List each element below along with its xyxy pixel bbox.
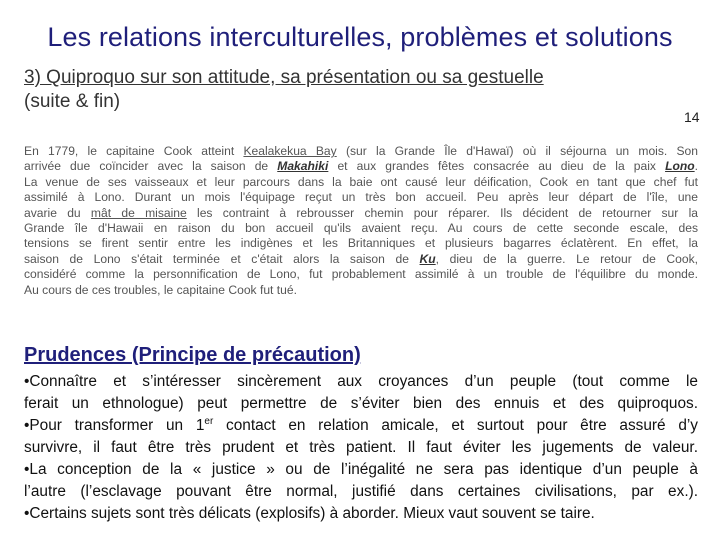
subtitle-line-1: 3) Quiproquo sur son attitude, sa présentation ou sa gestuelle (24, 67, 544, 88)
bullet-line (24, 415, 698, 437)
text-fragment: les contraint à rebrousser chemin pour réparer. Ils décident de retourner sur la (186, 205, 698, 220)
paragraph-line: assimilé à Lono. Durant un mois l'équipage reçut un très bon accueil. Peu après leur départ de l'île, une (24, 190, 698, 205)
term-makahiki: Makahiki (277, 159, 329, 174)
paragraph-line: considéré comme la personnification de Lono, fut probablement assimilé à un trouble de l'équilibre du monde. (24, 267, 698, 282)
bullet-line: l’autre (l’esclavage pouvant être normal, justifié dans certaines civilisations, par ex.). (24, 483, 698, 500)
paragraph-line: tensions se firent sentir entre les indigènes et les Britanniques et plusieurs bagarres éclatèrent. En effet, la (24, 236, 698, 251)
text-fragment: (sur la Grande Île d'Hawaï) où il séjourna un mois. Son (336, 144, 699, 158)
text-fragment: saison de Lono s'était terminée et c'était alors la saison de (24, 251, 420, 266)
paragraph-line: Au cours de ces troubles, le capitaine Cook fut tué. (24, 282, 297, 297)
term-ku: Ku (419, 251, 436, 266)
bullet-line: •La conception de la « justice » ou de l’inégalité ne sera pas identique d’un peuple à (24, 461, 698, 478)
text-fragment: . (694, 159, 698, 174)
text-fragment: contact en relation amicale, et surtout pour être assuré d’y (213, 417, 698, 434)
link-kealakekua-bay[interactable]: Kealakekua Bay (243, 144, 337, 158)
text-fragment: et aux grandes fêtes consacrée au dieu de la paix (328, 159, 666, 174)
paragraph-line: La venue de ses vaisseaux et leur parcours dans la baie ont causé leur déification, Cook en tant que chef fut (24, 174, 698, 189)
bullet-line: •Certains sujets sont très délicats (explosifs) à aborder. Mieux vaut souvent se taire. (24, 505, 595, 522)
paragraph-line: Grande île d'Hawaii en raison du bon accueil qu'ils avaient reçu. Au cours de cette seconde escale, des (24, 221, 698, 236)
slide-title: Les relations interculturelles, problèmes et solutions (47, 22, 673, 52)
text-fragment: •Pour transformer un 1 (24, 417, 205, 434)
paragraph-line (24, 144, 698, 159)
paragraph-line (24, 159, 698, 174)
superscript: er (204, 415, 214, 427)
page-number: 14 (684, 109, 700, 125)
section-heading: Prudences (Principe de précaution) (24, 344, 361, 366)
text-fragment: avarie du (24, 205, 91, 220)
link-mat-de-misaine[interactable]: mât de misaine (90, 205, 187, 220)
precaution-bullets (24, 371, 698, 525)
paragraph-line (24, 206, 698, 221)
subtitle (24, 66, 674, 114)
paragraph-line (24, 252, 698, 267)
text-fragment: arrivée due coïncider avec la saison de (24, 159, 278, 174)
subtitle-line-2: (suite & fin) (24, 91, 121, 112)
term-lono: Lono (665, 159, 695, 174)
bullet-line: ferait un ethnologue) peut permettre de s’éviter bien des ennuis et des quiproquos. (24, 395, 698, 412)
bullet-line: •Connaître et s’intéresser sincèrement aux croyances d’un peuple (tout comme le (24, 373, 698, 390)
text-fragment: En 1779, le capitaine Cook atteint (24, 144, 244, 158)
text-fragment: , dieu de la guerre. Le retour de Cook, (435, 251, 698, 266)
bullet-line: survivre, il faut être très prudent et très patient. Il faut éviter les jugements de valeur. (24, 439, 698, 456)
history-paragraph (24, 144, 698, 298)
